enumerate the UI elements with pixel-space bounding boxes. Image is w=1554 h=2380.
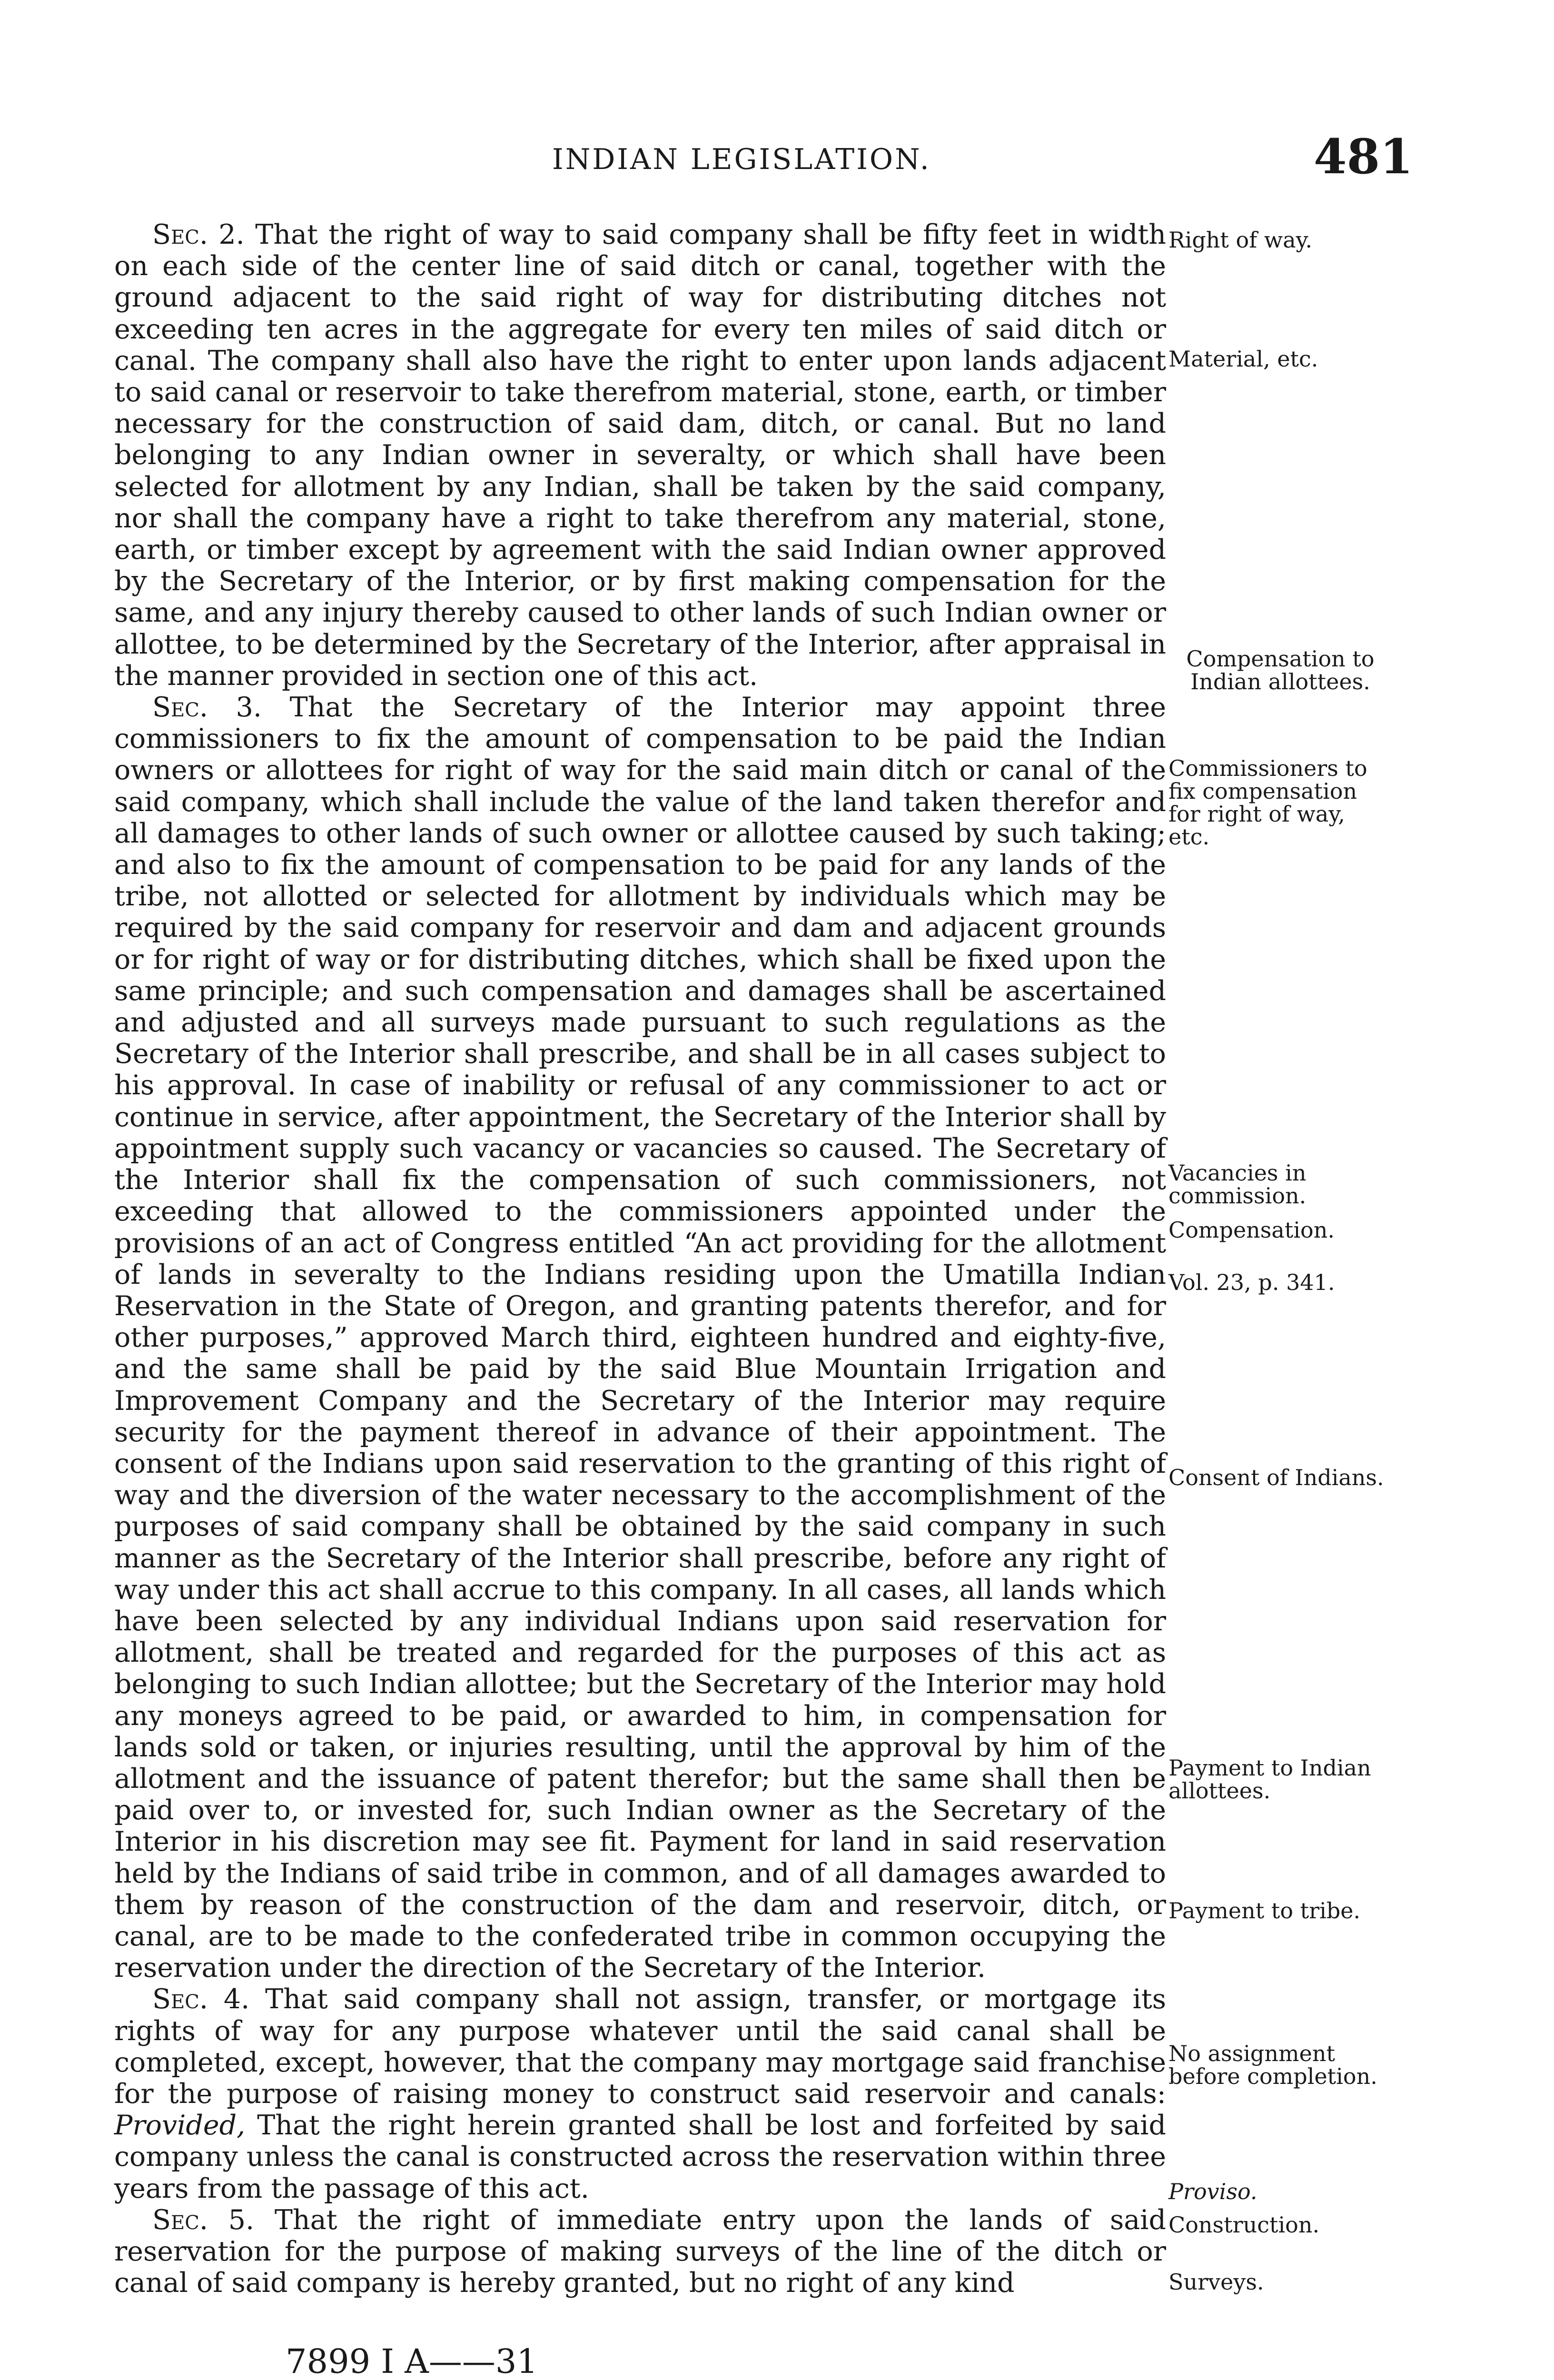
section-label: Sec. 3. [152,692,262,724]
margin-note: Construction. [1168,2212,1320,2238]
section-text: That the right of immediate entry upon the lands of said reservation for the purpose of making surveys of the line of the ditch or canal of said company is hereby granted, but no right of any kind [114,2204,1167,2299]
margin-note: Compensation. [1168,1217,1335,1243]
section-5 [114,2204,1166,2299]
section-text: That said company shall not assign, transfer, or mortgage its rights of way for any purpose whatever until the said canal shall be completed, except, however, that the company may mortgage said franchise for the purpose of raising money to construct said reservoir and canals: [114,1983,1166,2110]
section-text: That the right of way to said company shall be fifty feet in width on each side of the center line of said ditch or canal, together with the ground adjacent to the said right of way for distributing ditches not exceeding ten acres in the aggregate for every ten miles of said ditch or canal. The company shall also have the right to enter upon lands adjacent to said canal or reservoir to take therefrom material, stone, earth, or timber necessary for the construction of said dam, ditch, or canal. But no land belonging to any Indian owner in severalty, or which shall have been selected for allotment by any Indian, shall be taken by the said company, nor shall the company have a right to take therefrom any material, stone, earth, or timber except by agreement with the said Indian owner approved by the Secretary of the Interior, or by first making compensation for the same, and any injury thereby caused to other lands of such Indian owner or allottee, to be determined by the Secretary of the Interior, after appraisal in the manner provided in section one of this act. [114,219,1166,692]
margin-note: Vol. 23, p. 341. [1168,1269,1335,1295]
margin-note: Material, etc. [1168,346,1318,372]
margin-note: Right of way. [1168,227,1313,253]
section-2 [114,219,1166,692]
body-text [114,219,1166,2299]
section-text: That the Secretary of the Interior may appoint three commissioners to fix the amount of compensation to be paid the Indian owners or allottees for right of way for the said main ditch or canal of the said company, which shall include the value of the land taken therefor and all damages to other lands of such owner or allottee caused by such taking; and also to fix the amount of compensation to be paid for any lands of the tribe, not allotted or selected for allotment by individuals which may be required by the said company for reservoir and dam and adjacent grounds or for right of way or for distributing ditches, which shall be fixed upon the same principle; and such compensation and damages shall be ascertained and adjusted and all surveys made pursuant to such regulations as the Secretary of the Interior shall prescribe, and shall be in all cases subject to his approval. In case of inability or refusal of any commissioner to act or continue in service, after appointment, the Secretary of the Interior shall by appointment supply such vacancy or vacancies so caused. The Secretary of the Interior shall fix the compensation of such commissioners, not exceeding that allowed to the commissioners appointed under the provisions of an act of Congress entitled “An act providing for the allotment of lands in severalty to the Indians residing upon the Umatilla Indian Reservation in the State of Oregon, and granting patents therefor, and for other purposes,” approved March third, eighteen hundred and eighty-five, and the same shall be paid by the said Blue Mountain Irrigation and Improvement Company and the Secretary of the Interior may require security for the payment thereof in advance of their appointment. The consent of the Indians upon said reservation to the granting of this right of way and the diversion of the water necessary to the accomplishment of the purposes of said company shall be obtained by the said company in such manner as the Secretary of the Interior shall prescribe, before any right of way under this act shall accrue to this company. In all cases, all lands which have been selected by any individual Indians upon said reservation for allotment, shall be treated and regarded for the purposes of this act as belonging to such Indian allottee; but the Secretary of the Interior may hold any moneys agreed to be paid, or awarded to him, in compensation for lands sold or taken, or injuries resulting, until the approval by him of the allotment and the issuance of patent therefor; but the same shall then be paid over to, or invested for, such Indian owner as the Secretary of the Interior in his discretion may see fit. Payment for land in said reservation held by the Indians of said tribe in common, and of all damages awarded to them by reason of the construction of the dam and reservoir, ditch, or canal, are to be made to the confederated tribe in common occupying the reservation under the direction of the Secretary of the Interior. [114,692,1166,1984]
section-4 [114,1983,1166,2204]
section-label: Sec. 5. [152,2204,255,2236]
margin-note: Payment to tribe. [1168,1898,1361,1924]
margin-note: Payment to Indian allottees. [1168,1755,1371,1804]
margin-note: Compensation to Indian allottees. [1186,646,1375,694]
section-3 [114,692,1166,1983]
margin-note: Vacancies in commission. [1168,1160,1307,1209]
section-text: That the right herein granted shall be lost and forfeited by said company unless the canal is constructed across the reservation within three years from the passage of this act. [114,2110,1166,2204]
page-number: 481 [1314,129,1413,185]
signature-mark: 7899 I A——31 [286,2342,538,2380]
running-header: INDIAN LEGISLATION. [552,143,931,176]
margin-note: No assignment before completion. [1168,2041,1377,2089]
provided-keyword: Provided, [114,2110,246,2142]
margin-note: Consent of Indians. [1168,1465,1384,1490]
margin-note: Surveys. [1168,2269,1264,2295]
margin-note: Proviso. [1168,2179,1257,2204]
section-label: Sec. 4. [152,1983,250,2015]
section-label: Sec. 2. [152,219,245,250]
margin-note: Commissioners to fix compensation for right of way, etc. [1168,755,1367,850]
